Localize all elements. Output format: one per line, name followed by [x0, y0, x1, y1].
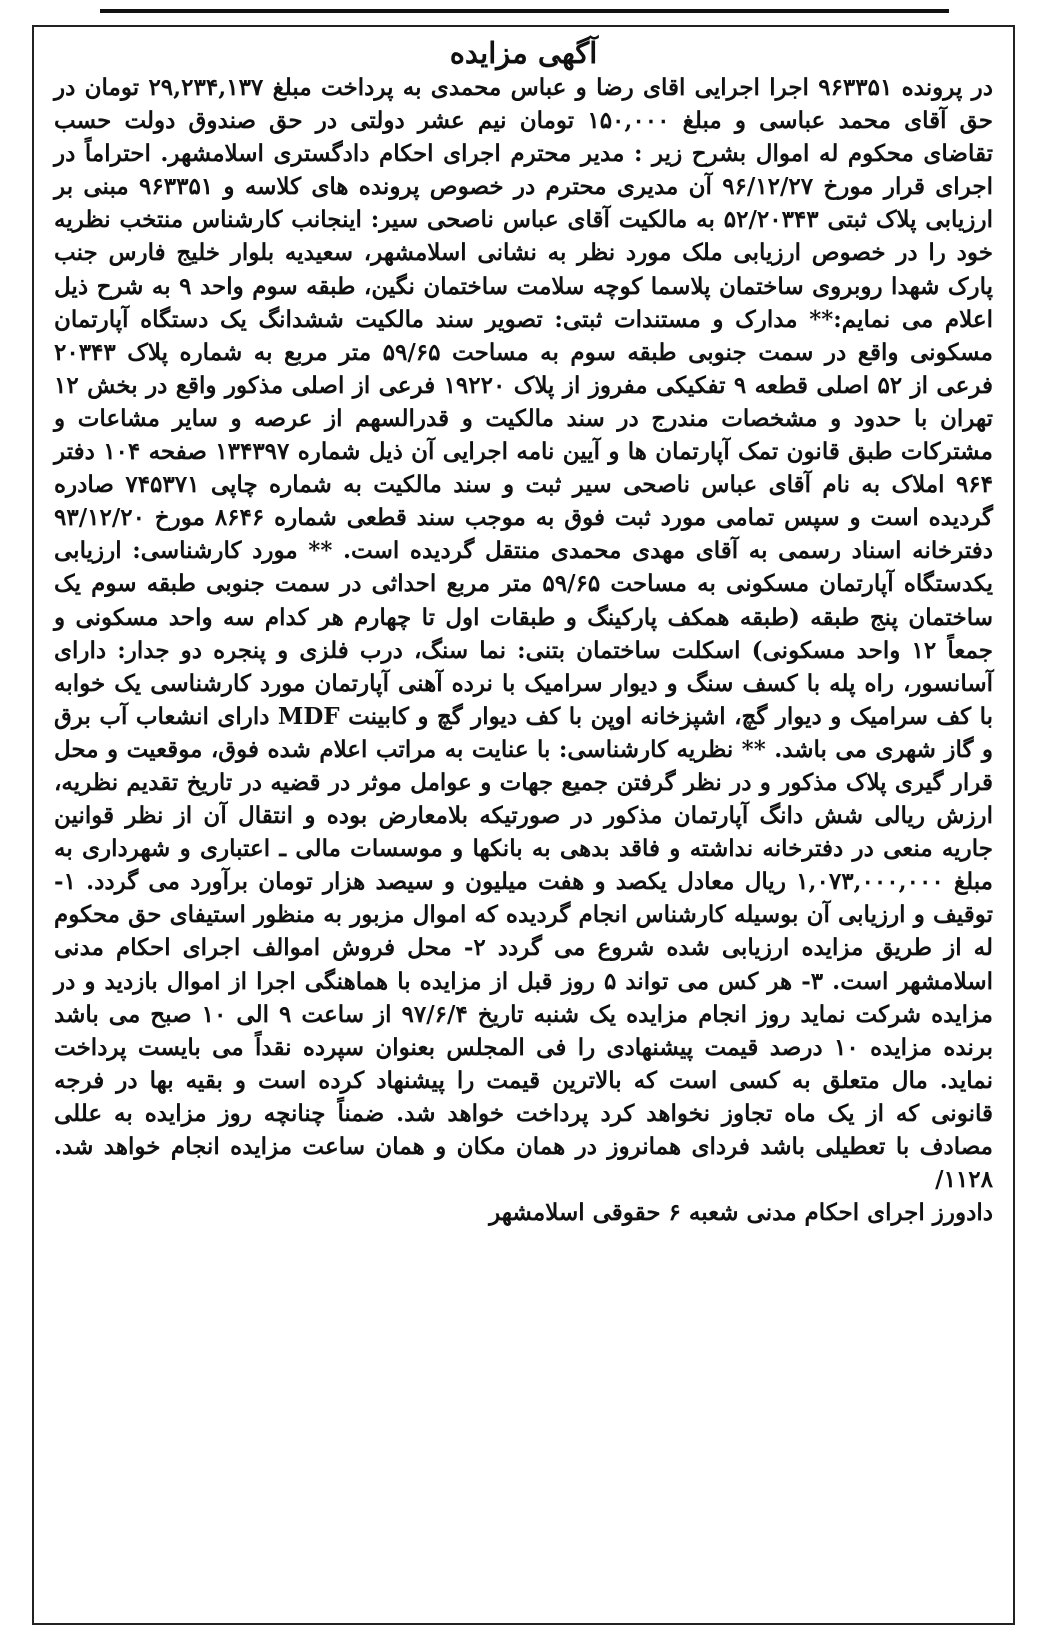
notice-frame: [32, 25, 1015, 1625]
notice-body: در پرونده ۹۶۳۳۵۱ اجرا اجرایی اقای رضا و عباس محمدی به پرداخت مبلغ ۲۹,۲۳۴,۱۳۷ تومان در حق آقای محمد عباسی و مبلغ ۱۵۰,۰۰۰ تومان نیم عشر دولتی در حق صندوق دولت حسب تقاضای محکوم له اموال بشرح زیر : مدیر محترم اجرای احکام دادگستری اسلامشهر. احتراماً در اجرای قرار مورخ ۹۶/۱۲/۲۷ آن مدیری محترم در خصوص پرونده های کلاسه و ۹۶۳۳۵۱ مبنی بر ارزیابی پلاک ثبتی ۵۲/۲۰۳۴۳ به مالکیت آقای عباس ناصحی سیر: اینجانب کارشناس منتخب نظریه خود را در خصوص ارزیابی ملک مورد نظر به نشانی اسلامشهر، سعیدیه بلوار خلیج فارس جنب پارک شهدا روبروی ساختمان پلاسما کوچه سلامت ساختمان نگین، طبقه سوم واحد ۹ به شرح ذیل اعلام می نمایم:** مدارک و مستندات ثبتی: تصویر سند مالکیت ششدانگ یک دستگاه آپارتمان مسکونی واقع در سمت جنوبی طبقه سوم به مساحت ۵۹/۶۵ متر مربع به شماره پلاک ۲۰۳۴۳ فرعی از ۵۲ اصلی قطعه ۹ تفکیکی مفروز از پلاک ۱۹۲۲۰ فرعی از اصلی مذکور واقع در بخش ۱۲ تهران با حدود و مشخصات مندرج در سند مالکیت و قدرالسهم از عرصه و سایر مشاعات و مشترکات طبق قانون تمک آپارتمان ها و آیین نامه اجرایی آن ذیل شماره ۱۳۴۳۹۷ صفحه ۱۰۴ دفتر ۹۶۴ املاک به نام آقای عباس ناصحی سیر ثبت و سند مالکیت به شماره چاپی ۷۴۵۳۷۱ صادره گردیده است و سپس تمامی مورد ثبت فوق به موجب سند قطعی شماره ۸۶۴۶ مورخ ۹۳/۱۲/۲۰ دفترخانه اسناد رسمی به آقای مهدی محمدی منتقل گردیده است. ** مورد کارشناسی: ارزیابی یکدستگاه آپارتمان مسکونی به مساحت ۵۹/۶۵ متر مربع احداثی در سمت جنوبی طبقه سوم یک ساختمان پنج طبقه (طبقه همکف پارکینگ و طبقات اول تا چهارم هر کدام سه واحد مسکونی و جمعاً ۱۲ واحد مسکونی) اسکلت ساختمان بتنی: نما سنگ، درب فلزی و پنجره دو جدار: دارای آسانسور، راه پله با کسف سنگ و دیوار سرامیک با نرده آهنی آپارتمان مورد کارشناسی یک خوابه با کف سرامیک و دیوار گچ، اشپزخانه اوپن با کف دیوار گچ و کابینت MDF دارای انشعاب آب برق و گاز شهری می باشد. ** نظریه کارشناسی: با عنایت به مراتب اعلام شده فوق، موقعیت و محل قرار گیری پلاک مذکور و در نظر گرفتن جمیع جهات و عوامل موثر در قضیه در تاریخ تقدیم نظریه، ارزش ریالی شش دانگ آپارتمان مذکور در صورتیکه بلامعارض بوده و انتقال آن از نظر قوانین جاریه منعی در دفترخانه نداشته و فاقد بدهی به بانکها و موسسات مالی ـ اعتباری و شهرداری به مبلغ ۱,۰۷۳,۰۰۰,۰۰۰ ریال معادل یکصد و هفت میلیون و سیصد هزار تومان برآورد می گردد. ۱- توقیف و ارزیابی آن بوسیله کارشناس انجام گردیده که اموال مزبور به منظور استیفای حق محکوم له از طریق مزایده ارزیابی شده شروع می گردد ۲- محل فروش اموالف اجرای احکام مدنی اسلامشهر است. ۳- هر کس می تواند ۵ روز قبل از مزایده با هماهنگی اجرا از اموال بازدید و در مزایده شرکت نماید روز انجام مزایده یک شنبه تاریخ ۹۷/۶/۴ از ساعت ۹ الی ۱۰ صبح می باشد برنده مزایده ۱۰ درصد قیمت پیشنهادی را فی المجلس بعنوان سپرده نقداً می بایست پرداخت نماید. مال متعلق به کسی است که بالاترین قیمت را پیشنهاد کرده است و بقیه بها در فرجه قانونی که از یک ماه تجاوز نخواهد کرد پرداخت خواهد شد. ضمناً چنانچه روز مزایده به عللی مصادف با تعطیلی باشد فردای همانروز در همان مکان و همان ساعت مزایده انجام خواهد شد. ۱۱۲۸/: [54, 74, 994, 1194]
notice-title: آگهی مزایده: [449, 36, 598, 70]
notice-signature: دادورز اجرای احکام مدنی شعبه ۶ حقوقی اسلامشهر: [489, 1199, 993, 1227]
top-rule: [100, 9, 949, 13]
